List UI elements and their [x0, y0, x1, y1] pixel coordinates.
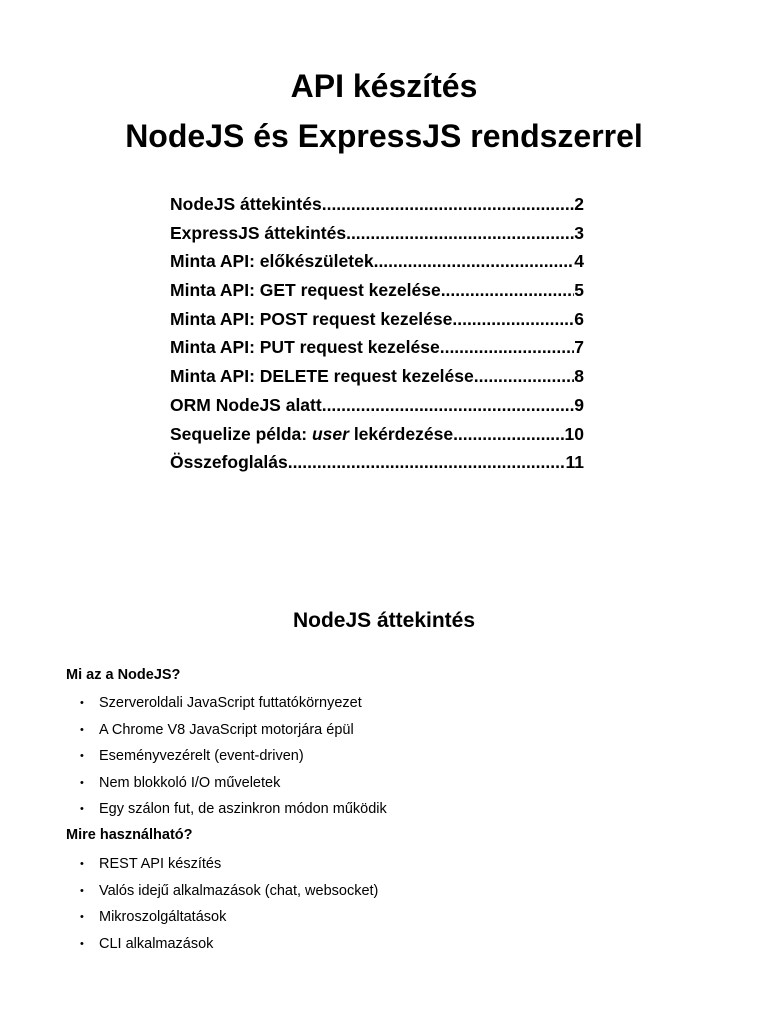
answer-list-what-is-nodejs — [80, 690, 387, 823]
toc-page-number: 10 — [564, 423, 584, 444]
list-item — [80, 796, 387, 823]
list-item — [80, 690, 387, 717]
toc-leader-dots — [474, 362, 575, 391]
list-item — [80, 851, 378, 878]
toc-leader-dots — [452, 305, 574, 334]
toc-entry-label: Összefoglalás — [170, 452, 288, 473]
toc-entry-label: NodeJS áttekintés — [170, 194, 322, 214]
toc-leader-dots — [453, 420, 564, 449]
toc-entry-label: Minta API: POST request kezelése — [170, 308, 453, 329]
list-item — [80, 931, 378, 958]
toc-entry-expressjs-overview[interactable] — [170, 219, 584, 248]
bullet-icon: • — [80, 858, 84, 870]
bullet-icon: • — [80, 723, 84, 736]
list-item-text: CLI alkalmazások — [99, 935, 214, 952]
toc-page-number: 3 — [574, 222, 584, 243]
list-item — [80, 878, 378, 905]
list-item — [80, 904, 378, 931]
toc-leader-dots — [374, 247, 575, 276]
toc-page-number: 5 — [574, 280, 584, 301]
list-item-text: Szerveroldali JavaScript futtatókörnyezet — [99, 695, 362, 711]
toc-entry-label: ExpressJS áttekintés — [170, 222, 347, 243]
list-item-text: REST API készítés — [99, 856, 222, 872]
toc-entry-orm-nodejs[interactable] — [170, 391, 584, 420]
toc-entry-put-request[interactable] — [170, 333, 584, 362]
list-item-text: Egy szálon fut, de aszinkron módon működik — [99, 801, 387, 817]
list-item-text: Mikroszolgáltatások — [99, 909, 227, 925]
toc-page-number: 2 — [574, 194, 584, 214]
document-title-line2: NodeJS és ExpressJS rendszerrel — [125, 118, 643, 154]
toc-entry-label — [170, 420, 453, 449]
list-item-text: Valós idejű alkalmazások (chat, websocket) — [99, 882, 379, 899]
toc-page-number: 8 — [574, 366, 584, 387]
toc-entry-nodejs-overview[interactable] — [170, 190, 584, 219]
list-item-text: Eseményvezérelt (event-driven) — [99, 748, 304, 764]
toc-leader-dots — [322, 190, 575, 219]
question-what-is-nodejs: Mi az a NodeJS? — [66, 667, 181, 683]
list-item-text: A Chrome V8 JavaScript motorjára épül — [99, 721, 354, 738]
bullet-icon: • — [80, 884, 84, 897]
list-item — [80, 743, 387, 770]
toc-entry-label: Minta API: PUT request kezelése — [170, 337, 440, 358]
list-item-text: Nem blokkoló I/O műveletek — [99, 774, 281, 791]
document-title-line1: API készítés — [290, 68, 478, 104]
list-item — [80, 770, 387, 797]
list-item — [80, 717, 387, 744]
toc-entry-sequelize-example[interactable] — [170, 420, 584, 449]
bullet-icon: • — [80, 911, 84, 923]
toc-leader-dots — [346, 219, 574, 248]
question-what-is-it-for: Mire használható? — [66, 827, 193, 843]
toc-leader-dots — [322, 391, 575, 420]
bullet-icon: • — [80, 937, 84, 950]
toc-page-number: 7 — [574, 337, 584, 358]
toc-entry-label-start: Sequelize példa: — [170, 423, 312, 444]
section-heading: NodeJS áttekintés — [292, 609, 476, 632]
toc-entry-label: Minta API: GET request kezelése — [170, 280, 441, 301]
toc-leader-dots — [441, 276, 575, 305]
toc-entry-label: Minta API: DELETE request kezelése — [170, 366, 474, 387]
toc-page-number: 9 — [574, 394, 584, 415]
toc-entry-summary[interactable] — [170, 448, 584, 477]
toc-page-number: 11 — [565, 452, 584, 473]
toc-entry-get-request[interactable] — [170, 276, 584, 305]
table-of-contents — [170, 190, 584, 477]
toc-leader-dots — [288, 448, 566, 477]
bullet-icon: • — [80, 750, 84, 762]
bullet-icon: • — [80, 697, 84, 709]
toc-page-number: 4 — [574, 251, 584, 272]
toc-entry-label: Minta API: előkészületek — [170, 251, 374, 272]
toc-entry-api-preparation[interactable] — [170, 247, 584, 276]
toc-entry-post-request[interactable] — [170, 305, 584, 334]
toc-entry-label-end: lekérdezése — [348, 423, 454, 444]
toc-entry-label-italic: user — [311, 423, 349, 444]
bullet-icon: • — [80, 776, 84, 789]
toc-entry-label: ORM NodeJS alatt — [170, 394, 322, 415]
bullet-icon: • — [80, 803, 84, 815]
toc-leader-dots — [440, 333, 575, 362]
toc-page-number: 6 — [574, 308, 584, 329]
toc-entry-delete-request[interactable] — [170, 362, 584, 391]
answer-list-what-is-it-for — [80, 851, 378, 957]
